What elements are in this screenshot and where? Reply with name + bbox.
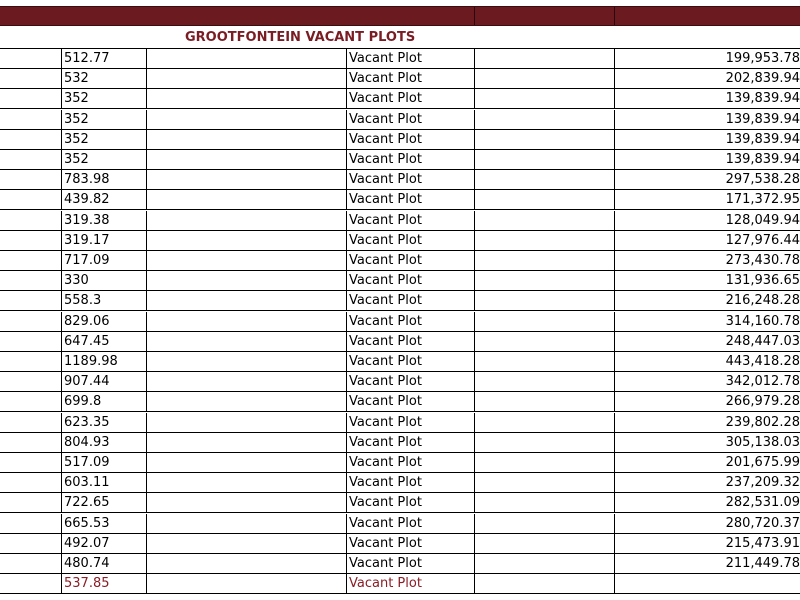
plot-size-cell[interactable]: 717.09 xyxy=(62,251,147,271)
plot-type-cell[interactable]: Vacant Plot xyxy=(347,453,475,473)
blank-cell[interactable] xyxy=(147,49,347,69)
blank-cell[interactable] xyxy=(475,190,615,210)
blank-cell[interactable] xyxy=(475,473,615,493)
blank-cell[interactable] xyxy=(0,473,62,493)
table-row xyxy=(0,110,800,130)
blank-cell[interactable] xyxy=(0,352,62,372)
plot-price-cell[interactable]: 211,449.78 xyxy=(725,556,800,571)
blank-cell[interactable] xyxy=(0,89,62,109)
blank-cell[interactable] xyxy=(0,190,62,210)
table-row xyxy=(0,271,800,291)
plot-type-cell[interactable]: Vacant Plot xyxy=(347,392,475,412)
plot-price-cell[interactable]: 282,531.09 xyxy=(725,495,800,511)
blank-cell[interactable] xyxy=(0,110,62,130)
blank-cell[interactable] xyxy=(147,534,347,554)
blank-cell[interactable] xyxy=(475,130,615,150)
plot-price-cell[interactable]: 199,953.78 xyxy=(725,51,800,66)
plot-price-cell[interactable]: 297,538.28 xyxy=(725,172,800,188)
plot-price-cell[interactable]: 127,976.44 xyxy=(725,232,800,248)
plot-size-cell[interactable]: 319.38 xyxy=(62,211,147,231)
blank-cell[interactable] xyxy=(147,190,347,210)
blank-cell[interactable] xyxy=(147,372,347,392)
blank-cell[interactable] xyxy=(475,110,615,130)
blank-cell[interactable] xyxy=(0,251,62,271)
table-row xyxy=(0,170,800,190)
table-row xyxy=(0,433,800,453)
blank-cell[interactable] xyxy=(147,332,347,352)
blank-cell[interactable] xyxy=(475,332,615,352)
blank-cell[interactable] xyxy=(0,574,62,594)
plot-type-cell[interactable]: Vacant Plot xyxy=(347,413,475,433)
plot-size-cell[interactable]: 647.45 xyxy=(62,332,147,352)
plot-size-cell[interactable]: 829.06 xyxy=(62,312,147,332)
table-row xyxy=(0,291,800,311)
blank-cell[interactable] xyxy=(147,493,347,513)
plot-price-cell[interactable]: 239,802.28 xyxy=(725,414,800,430)
blank-cell[interactable] xyxy=(0,312,62,332)
blank-cell[interactable] xyxy=(475,433,615,453)
table-row xyxy=(0,413,800,433)
plot-size-cell[interactable]: 722.65 xyxy=(62,493,147,513)
plot-type-cell[interactable]: Vacant Plot xyxy=(347,574,475,594)
blank-cell[interactable] xyxy=(0,433,62,453)
plot-type-cell[interactable]: Vacant Plot xyxy=(347,170,475,190)
table-row xyxy=(0,574,800,594)
blank-cell[interactable] xyxy=(0,150,62,170)
plot-type-cell[interactable]: Vacant Plot xyxy=(347,554,475,574)
plot-size-cell[interactable]: 512.77 xyxy=(62,49,147,69)
header-bar xyxy=(0,6,800,26)
table-row xyxy=(0,493,800,513)
blank-cell[interactable] xyxy=(0,413,62,433)
blank-cell[interactable] xyxy=(147,413,347,433)
blank-cell[interactable] xyxy=(475,514,615,534)
blank-cell[interactable] xyxy=(0,231,62,251)
plot-price-cell[interactable]: 216,248.28 xyxy=(725,293,800,309)
plot-size-cell[interactable]: 330 xyxy=(62,271,147,291)
plot-size-cell[interactable]: 492.07 xyxy=(62,534,147,554)
plot-price-cell[interactable]: 171,372.95 xyxy=(725,192,800,208)
plot-price-cell[interactable]: 443,418.28 xyxy=(725,354,800,369)
blank-cell[interactable] xyxy=(0,534,62,554)
blank-cell[interactable] xyxy=(475,150,615,170)
blank-cell[interactable] xyxy=(475,352,615,372)
plot-size-cell[interactable]: 439.82 xyxy=(62,190,147,210)
table-row xyxy=(0,89,800,109)
blank-cell[interactable] xyxy=(475,69,615,89)
plot-type-cell[interactable]: Vacant Plot xyxy=(347,69,475,89)
plot-price-cell[interactable]: 305,138.03 xyxy=(725,434,800,450)
plot-size-cell[interactable]: 804.93 xyxy=(62,433,147,453)
blank-cell[interactable] xyxy=(147,453,347,473)
plot-size-cell[interactable]: 352 xyxy=(62,89,147,109)
blank-cell[interactable] xyxy=(147,574,347,594)
blank-cell[interactable] xyxy=(147,514,347,534)
blank-cell[interactable] xyxy=(475,453,615,473)
table-row xyxy=(0,130,800,150)
plot-type-cell[interactable]: Vacant Plot xyxy=(347,251,475,271)
plot-size-cell[interactable]: 699.8 xyxy=(62,392,147,412)
table-row xyxy=(0,69,800,89)
table-row xyxy=(0,231,800,251)
plot-type-cell[interactable]: Vacant Plot xyxy=(347,514,475,534)
plot-size-cell[interactable]: 352 xyxy=(62,110,147,130)
plot-type-cell[interactable]: Vacant Plot xyxy=(347,110,475,130)
blank-cell[interactable] xyxy=(0,332,62,352)
blank-cell[interactable] xyxy=(147,150,347,170)
blank-cell[interactable] xyxy=(0,554,62,574)
blank-cell[interactable] xyxy=(0,453,62,473)
table-row xyxy=(0,372,800,392)
blank-cell[interactable] xyxy=(475,554,615,574)
plot-price-cell[interactable]: 248,447.03 xyxy=(725,333,800,349)
blank-cell[interactable] xyxy=(475,231,615,251)
blank-cell[interactable] xyxy=(147,69,347,89)
plot-type-cell[interactable]: Vacant Plot xyxy=(347,130,475,150)
plot-size-cell[interactable]: 319.17 xyxy=(62,231,147,251)
plot-price-cell[interactable]: 131,936.65 xyxy=(725,273,800,289)
plot-size-cell[interactable]: 623.35 xyxy=(62,413,147,433)
header-column-divider xyxy=(614,7,615,25)
blank-cell[interactable] xyxy=(147,110,347,130)
plot-price-cell[interactable]: 215,473.91 xyxy=(725,535,800,551)
plot-type-cell[interactable]: Vacant Plot xyxy=(347,433,475,453)
plot-size-cell[interactable]: 480.74 xyxy=(62,554,147,574)
plot-size-cell[interactable]: 352 xyxy=(62,130,147,150)
blank-cell[interactable] xyxy=(475,89,615,109)
blank-cell[interactable] xyxy=(475,271,615,291)
table-row xyxy=(0,514,800,534)
plot-type-cell[interactable]: Vacant Plot xyxy=(347,534,475,554)
blank-cell[interactable] xyxy=(147,271,347,291)
plot-size-cell[interactable]: 783.98 xyxy=(62,170,147,190)
table-row xyxy=(0,392,800,412)
blank-cell[interactable] xyxy=(0,130,62,150)
blank-cell[interactable] xyxy=(0,69,62,89)
plot-price-cell[interactable]: 202,839.94 xyxy=(725,71,800,87)
blank-cell[interactable] xyxy=(147,554,347,574)
plot-size-cell[interactable]: 352 xyxy=(62,150,147,170)
table-row xyxy=(0,554,800,574)
blank-cell[interactable] xyxy=(147,473,347,493)
blank-cell[interactable] xyxy=(475,211,615,231)
table-row xyxy=(0,332,800,352)
table-row xyxy=(0,534,800,554)
plot-price-cell[interactable]: 139,839.94 xyxy=(725,91,800,107)
header-column-divider xyxy=(474,7,475,25)
plot-type-cell[interactable]: Vacant Plot xyxy=(347,473,475,493)
plot-price-cell[interactable]: 139,839.94 xyxy=(725,111,800,127)
blank-cell[interactable] xyxy=(147,89,347,109)
blank-cell[interactable] xyxy=(147,392,347,412)
table-row xyxy=(0,190,800,210)
plot-price-cell[interactable]: 314,160.78 xyxy=(725,313,800,329)
plot-price-cell[interactable]: 201,675.99 xyxy=(725,455,800,470)
plot-type-cell[interactable]: Vacant Plot xyxy=(347,493,475,513)
blank-cell[interactable] xyxy=(475,312,615,332)
blank-cell[interactable] xyxy=(147,291,347,311)
blank-cell[interactable] xyxy=(0,271,62,291)
blank-cell[interactable] xyxy=(0,291,62,311)
table-row xyxy=(0,312,800,332)
blank-cell[interactable] xyxy=(147,433,347,453)
plot-price-cell[interactable]: 139,839.94 xyxy=(725,131,800,147)
table-row xyxy=(0,473,800,493)
blank-cell[interactable] xyxy=(475,170,615,190)
table-row xyxy=(0,453,800,473)
blank-cell[interactable] xyxy=(0,49,62,69)
table-row xyxy=(0,150,800,170)
plot-price-cell[interactable]: 128,049.94 xyxy=(725,212,800,228)
section-title xyxy=(0,27,615,49)
blank-cell[interactable] xyxy=(147,130,347,150)
plot-size-cell[interactable]: 603.11 xyxy=(62,473,147,493)
table-row xyxy=(0,352,800,372)
plot-size-cell[interactable]: 532 xyxy=(62,69,147,89)
table-row xyxy=(0,211,800,231)
plot-size-cell[interactable]: 1189.98 xyxy=(62,352,147,372)
blank-cell[interactable] xyxy=(475,372,615,392)
plot-price-cell[interactable]: 237,209.32 xyxy=(725,475,800,491)
plot-price-cell[interactable]: 280,720.37 xyxy=(725,515,800,531)
blank-cell[interactable] xyxy=(147,211,347,231)
blank-cell[interactable] xyxy=(147,231,347,251)
plot-price-cell[interactable]: 139,839.94 xyxy=(725,152,800,167)
plot-size-cell[interactable]: 558.3 xyxy=(62,291,147,311)
page-title: GROOTFONTEIN VACANT PLOTS xyxy=(185,30,416,45)
blank-cell[interactable] xyxy=(475,493,615,513)
blank-cell[interactable] xyxy=(0,392,62,412)
blank-cell[interactable] xyxy=(475,534,615,554)
blank-cell[interactable] xyxy=(475,413,615,433)
plot-type-cell[interactable]: Vacant Plot xyxy=(347,291,475,311)
plot-size-cell[interactable]: 537.85 xyxy=(62,574,147,594)
blank-cell[interactable] xyxy=(0,170,62,190)
blank-cell[interactable] xyxy=(147,251,347,271)
plot-type-cell[interactable]: Vacant Plot xyxy=(347,49,475,69)
plot-size-cell[interactable]: 907.44 xyxy=(62,372,147,392)
plot-price-cell[interactable]: 273,430.78 xyxy=(725,253,800,268)
plot-type-cell[interactable]: Vacant Plot xyxy=(347,190,475,210)
plot-type-cell[interactable]: Vacant Plot xyxy=(347,372,475,392)
blank-cell[interactable] xyxy=(475,291,615,311)
plot-size-cell[interactable]: 665.53 xyxy=(62,514,147,534)
blank-cell[interactable] xyxy=(0,211,62,231)
plot-price-cell[interactable]: 342,012.78 xyxy=(725,374,800,390)
plot-price-cell[interactable]: 266,979.28 xyxy=(725,394,800,410)
blank-cell[interactable] xyxy=(147,352,347,372)
plot-type-cell[interactable]: Vacant Plot xyxy=(347,332,475,352)
plot-price-cell[interactable] xyxy=(615,574,800,594)
plot-type-cell[interactable]: Vacant Plot xyxy=(347,271,475,291)
blank-cell[interactable] xyxy=(0,372,62,392)
blank-cell[interactable] xyxy=(0,493,62,513)
blank-cell[interactable] xyxy=(147,312,347,332)
blank-cell[interactable] xyxy=(475,392,615,412)
blank-cell[interactable] xyxy=(475,49,615,69)
plot-type-cell[interactable]: Vacant Plot xyxy=(347,150,475,170)
blank-cell[interactable] xyxy=(475,574,615,594)
plot-type-cell[interactable]: Vacant Plot xyxy=(347,89,475,109)
blank-cell[interactable] xyxy=(0,514,62,534)
plot-type-cell[interactable]: Vacant Plot xyxy=(347,211,475,231)
plot-size-cell[interactable]: 517.09 xyxy=(62,453,147,473)
blank-cell[interactable] xyxy=(147,170,347,190)
plot-type-cell[interactable]: Vacant Plot xyxy=(347,231,475,251)
blank-cell[interactable] xyxy=(475,251,615,271)
plot-type-cell[interactable]: Vacant Plot xyxy=(347,352,475,372)
table-row xyxy=(0,251,800,271)
table-row xyxy=(0,49,800,69)
plot-type-cell[interactable]: Vacant Plot xyxy=(347,312,475,332)
